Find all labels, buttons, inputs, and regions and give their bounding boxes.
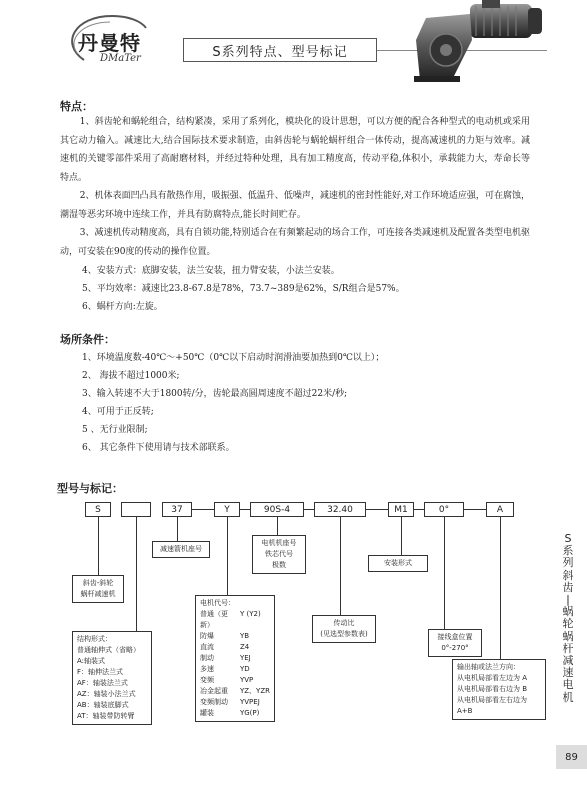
motor-code-name: 制动 <box>200 654 214 662</box>
label-motor-frame-line1: 电机机座号 <box>261 539 297 547</box>
motor-code-value: YD <box>239 665 250 673</box>
side-vertical-title: S 系 列 斜 齿 | 蜗 轮 蜗 杆 减 速 电 机 <box>562 532 574 704</box>
code-box-terminal: 0° <box>424 502 464 517</box>
connector <box>177 517 178 541</box>
structure-line: A:轴装式 <box>77 657 106 665</box>
features-heading: 特点： <box>60 100 93 113</box>
code-box-ratio: 32.40 <box>314 502 366 517</box>
feature-item-5: 5、平均效率：减速比23.8-67.8是78%，73.7~389是62%，S/R组合是57%。 <box>82 284 405 294</box>
connector <box>227 517 228 595</box>
gear-motor-image <box>412 0 547 84</box>
label-series-line1: 斜齿-斜轮 <box>82 579 114 587</box>
label-motor-frame <box>252 535 306 574</box>
condition-item-5: 5 、无行业限制; <box>82 425 148 435</box>
feature-item-6: 6、蜗杆方向:左旋。 <box>82 302 163 312</box>
code-dash <box>366 509 388 510</box>
motor-code-name: 防爆 <box>200 632 214 640</box>
label-series-line2: 蜗杆减速机 <box>80 590 116 598</box>
label-terminal-line1: 接线盒位置 <box>437 633 473 641</box>
output-line: 从电机局部看左边为 A <box>457 674 528 682</box>
feature-paragraph-3: 3、减速机传动精度高，具有自锁功能,特别适合在有频繁起动的场合工作，可连接各类减速机及配置各类型电机驱动，可安装在90度的传动的操作位置。 <box>60 228 530 257</box>
motor-codes-table <box>200 609 270 719</box>
label-ratio-line1: 传动比 <box>333 619 355 627</box>
label-frame-size: 减速箭机座号 <box>152 541 210 558</box>
code-box-output: A <box>486 502 514 517</box>
connector <box>277 517 278 535</box>
conditions-heading: 场所条件： <box>60 333 115 346</box>
structure-line: F：轴伸法兰式 <box>77 668 124 676</box>
condition-item-1: 1、环境温度数-40℃～+50℃（0℃以下启动时润滑油要加热到0℃以上）； <box>82 353 385 363</box>
motor-code-name: 罐装 <box>200 709 214 717</box>
connector <box>500 517 501 659</box>
code-dash <box>304 509 314 510</box>
output-line: 从电机局部看左右边为 A+B <box>457 696 527 715</box>
connector <box>444 517 445 629</box>
motor-code-name: 冶金起重 <box>200 687 228 695</box>
label-terminal-line2: 0°-270° <box>441 644 469 652</box>
motor-code-name: 变频制动 <box>200 698 228 706</box>
code-dash <box>240 509 250 510</box>
model-heading: 型号与标记： <box>57 482 123 495</box>
motor-code-name: 普通（更新） <box>200 610 228 629</box>
code-box-frame: 37 <box>162 502 192 517</box>
feature-item-4: 4、安装方式：底脚安装，法兰安装，扭力臂安装，小法兰安装。 <box>82 266 340 276</box>
motor-code-value: YVPEJ <box>239 698 260 706</box>
motor-code-value: Y (Y2) <box>239 610 261 618</box>
code-box-mounting: M1 <box>388 502 414 517</box>
feature-paragraph-1: 1、斜齿轮和蜗轮组合，结构紧凑，采用了系列化，模块化的设计思想，可以方便的配合各种型式的电动机或采用其它动力输入。减速比大,结合国际技术要求制造，由斜齿轮与蜗轮蜗杆组合一体传动，提高减速机的力矩与效率。减速机的关键零部件采用了高耐磨材料，并经过特种处理，具有加工精度高，传动平稳,体积小，承载能力大，寿命长等特点。 <box>60 117 530 183</box>
condition-item-6: 6、 其它条件下使用请与技术部联系。 <box>82 443 235 453</box>
code-box-structure <box>121 502 151 517</box>
label-terminal <box>428 629 482 657</box>
page-title: S系列特点、型号标记 <box>183 38 377 62</box>
label-series <box>72 575 124 603</box>
code-dash <box>464 509 486 510</box>
label-ratio <box>312 615 376 643</box>
code-dash <box>192 509 214 510</box>
label-ratio-line2: (见选型参数表) <box>320 630 368 638</box>
motor-code-value: YG(P) <box>239 709 260 717</box>
label-output <box>452 659 546 720</box>
motor-code-value: YB <box>239 632 250 640</box>
label-mounting: 安装形式 <box>368 555 428 572</box>
motor-code-value: YVP <box>239 676 254 684</box>
structure-line: AB：轴装底脚式 <box>77 701 129 709</box>
condition-item-2: 2、 海拔不超过1000米; <box>82 371 180 381</box>
connector <box>340 517 341 615</box>
motor-code-name: 变频 <box>200 676 214 684</box>
label-motor-frame-line2: 铁芯代号 <box>265 550 293 558</box>
motor-code-name: 直流 <box>200 643 214 651</box>
label-motor-codes <box>195 595 275 722</box>
condition-item-4: 4、可用于正反转; <box>82 407 154 417</box>
code-box-series: S <box>85 502 111 517</box>
motor-code-value: YEJ <box>239 654 251 662</box>
output-line: 从电机局部看右边为 B <box>457 685 528 693</box>
motor-code-name: 多速 <box>200 665 214 673</box>
motor-codes-title: 电机代号： <box>200 599 235 607</box>
code-box-motor-frame: 90S-4 <box>250 502 304 517</box>
structure-line: AZ：轴装小法兰式 <box>77 690 136 698</box>
structure-line: AF：轴装法兰式 <box>77 679 128 687</box>
structure-line: AT：轴装带防转臂 <box>77 712 135 720</box>
motor-code-value: YZ、YZR <box>239 687 270 695</box>
structure-line: 结构形式： <box>77 635 112 643</box>
feature-paragraph-2: 2、机体表面凹凸具有散热作用，吸振强、低温升、低噪声，减速机的密封性能好,对工作环境适应强，可在腐蚀，潮湿等恶劣环境中连续工作，并具有防腐特点,能长时间贮存。 <box>60 191 530 220</box>
connector <box>401 517 402 555</box>
connector <box>136 517 137 631</box>
label-structure <box>72 631 152 725</box>
connector <box>98 517 99 575</box>
logo-english: DMaTer <box>100 53 141 64</box>
code-dash <box>414 509 424 510</box>
logo-text: 丹曼特 <box>78 31 141 55</box>
label-motor-frame-line3: 极数 <box>272 561 286 569</box>
page-number: 89 <box>556 745 587 769</box>
structure-line: 普通轴伸式（省略） <box>77 646 140 654</box>
motor-code-value: Z4 <box>239 643 250 651</box>
code-box-motor: Y <box>214 502 240 517</box>
output-line: 输出轴或法兰方向： <box>457 663 520 671</box>
condition-item-3: 3、输入转速不大于1800转/分，齿轮最高圆周速度不超过22米/秒; <box>82 389 348 399</box>
